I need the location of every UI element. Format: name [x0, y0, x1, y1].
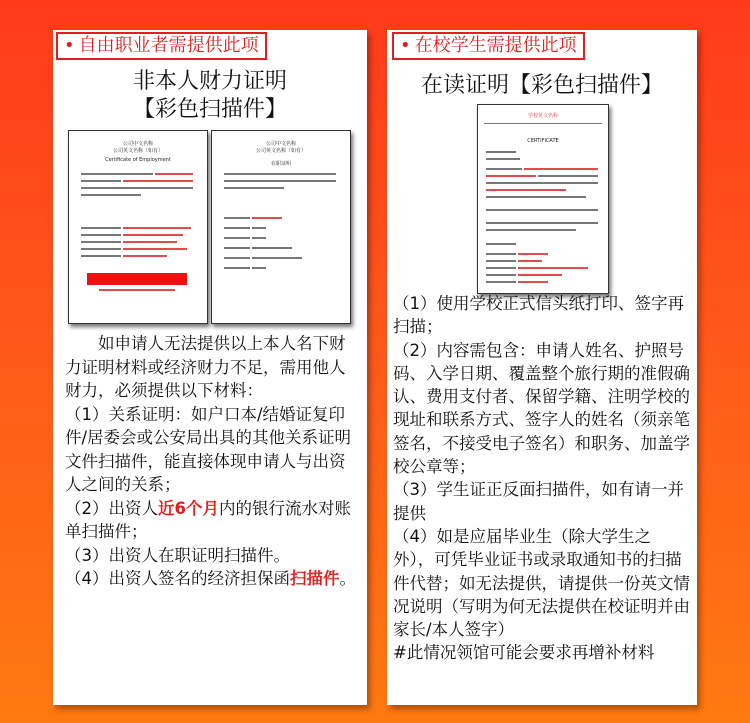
freelancer-panel: [53, 30, 367, 705]
bullet-icon: •: [400, 35, 411, 56]
right-heading: 在读证明【彩色扫描件】: [420, 73, 663, 98]
student-tag-label: 在校学生需提供此项: [414, 35, 577, 56]
left-heading-line2: 【彩色扫描件】: [132, 97, 287, 122]
bullet-icon: •: [64, 35, 75, 56]
employment-certificate-en-thumbnail: [68, 130, 208, 324]
doc2-subtitle: 在职证明: [270, 161, 291, 167]
employment-certificate-cn-thumbnail: [211, 130, 351, 324]
relationship-proof-item: （1）关系证明：如户口本/结婚证复印件/居委会或公安局出具的其他关系证明文件扫描件，能直接体现申请人与出资人之间的关系；: [65, 404, 352, 494]
student-card-item: （3）学生证正反面扫描件，如有请一并提供: [393, 480, 684, 523]
doc2-title1: 公司中文名称: [265, 141, 296, 147]
guarantee-letter-item: [65, 567, 357, 591]
doc2-title2: 公司英文名称（如有）: [255, 148, 306, 154]
enrollment-certificate-thumbnail: [477, 104, 609, 294]
enroll-doc-title: 学校英文名称: [527, 113, 558, 119]
student-tag: [392, 32, 585, 60]
guarantee-letter-post: 。: [339, 569, 356, 588]
sponsor-employment-item: （3）出资人在职证明扫描件。: [65, 545, 290, 565]
guarantee-letter-highlight: 扫描件: [290, 569, 340, 588]
freelancer-tag: [56, 32, 267, 60]
non-self-funding-intro: 如申请人无法提供以上本人名下财力证明材料或经济财力不足，需用他人财力，必须提供以下材料：: [65, 334, 346, 400]
content-requirements-item: （2）内容需包含：申请人姓名、护照号码、入学日期、覆盖整个旅行期的准假确认、费用支付者、保留学籍、注明学校的现址和联系方式、签字人的姓名（须亲笔签名，不接受电子签名）和职务、加盖学校公章等；: [393, 340, 690, 477]
graduate-alternative-item: （4）如是应届毕业生（除大学生之外），可凭毕业证书或录取通知书的扫描件代替；如无法提供，请提供一份英文情况说明（写明为何无法提供在校证明并由家长/本人签字）: [393, 526, 690, 640]
letterhead-item: （1）使用学校正式信头纸打印、签字再扫描；: [393, 294, 684, 337]
left-body: [65, 332, 357, 591]
guarantee-letter-pre: （4）出资人签名的经济担保函: [65, 569, 290, 588]
bank-statement-pre: （2）出资人: [65, 498, 158, 518]
bank-statement-item: [65, 497, 357, 544]
enroll-doc-subtitle: CERTIFICATE: [527, 138, 559, 144]
freelancer-tag-label: 自由职业者需提供此项: [78, 35, 259, 56]
right-body: [393, 292, 691, 665]
bank-statement-highlight: 近6个月: [158, 498, 219, 518]
doc1-subtitle: Certificate of Employment: [105, 157, 171, 163]
student-panel: [387, 30, 697, 705]
consulate-note: #此情况领馆可能会要求再增补材料: [393, 643, 655, 663]
doc1-title1: 公司中文名称: [122, 141, 153, 147]
doc1-title2: 公司英文名称（如有）: [112, 148, 163, 154]
bank-statement-post: 内的银行流水对账单扫描件；: [65, 498, 351, 541]
left-heading-line1: 非本人财力证明: [132, 69, 287, 94]
